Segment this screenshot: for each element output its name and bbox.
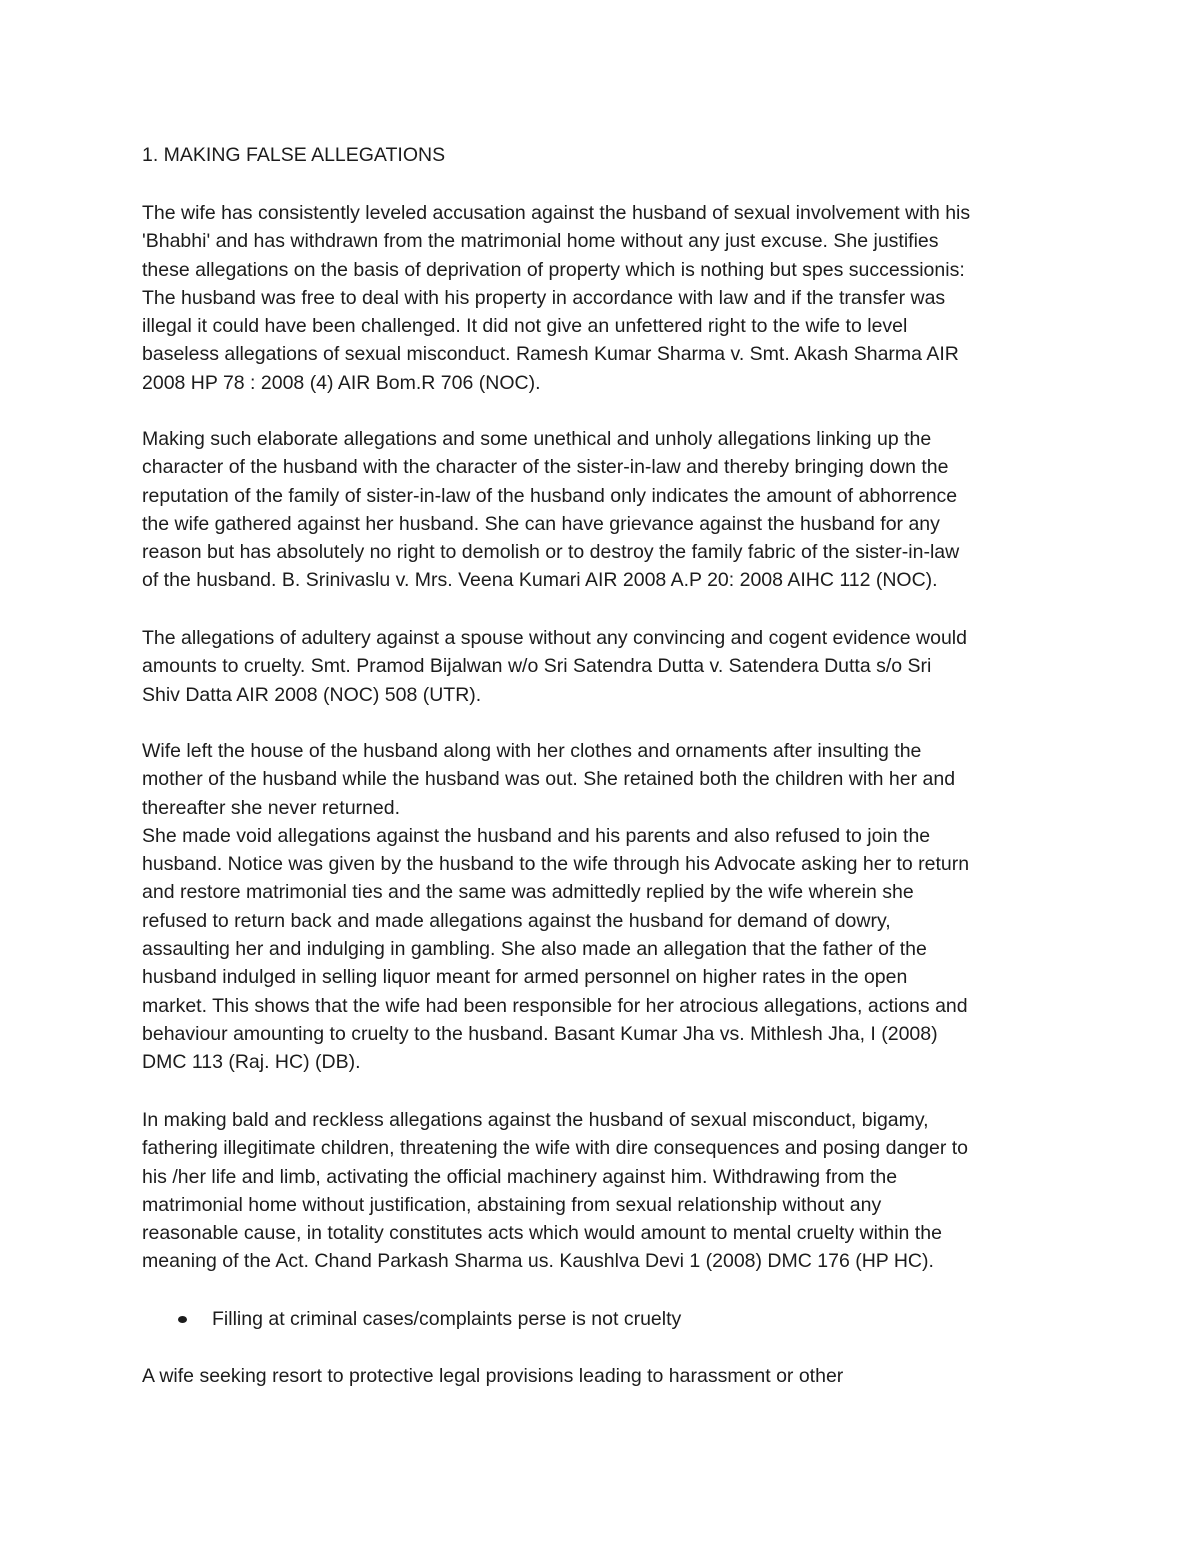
paragraph-line: mother of the husband while the husband was out. She retained both the children with her and (142, 768, 956, 791)
paragraph-line: DMC 113 (Raj. HC) (DB). (142, 1051, 361, 1074)
paragraph-line: husband. Notice was given by the husband to the wife through his Advocate asking her to return (142, 853, 970, 876)
paragraph-line: The husband was free to deal with his property in accordance with law and if the transfer was (142, 286, 946, 309)
paragraph-line: and restore matrimonial ties and the same was admittedly replied by the wife wherein she (142, 881, 914, 904)
paragraph-line: market. This shows that the wife had been responsible for her atrocious allegations, actions and (142, 994, 968, 1017)
bullet-list-item (142, 1305, 1072, 1335)
paragraph-line: She made void allegations against the husband and his parents and also refused to join the (142, 824, 931, 847)
paragraph-line: Making such elaborate allegations and some unethical and unholy allegations linking up the (142, 428, 932, 450)
paragraph-line: behaviour amounting to cruelty to the husband. Basant Kumar Jha vs. Mithlesh Jha, I (2008) (142, 1022, 938, 1045)
paragraph-1 (142, 199, 1072, 397)
paragraph-line: The allegations of adultery against a spouse without any convincing and cogent evidence would (142, 627, 967, 649)
paragraph-line: husband indulged in selling liquor meant for armed personnel on higher rates in the open (142, 966, 908, 989)
paragraph-line: character of the husband with the character of the sister-in-law and thereby bringing down the (142, 456, 949, 479)
paragraph-line: thereafter she never returned. (142, 796, 400, 819)
paragraph-line: reputation of the family of sister-in-law of the husband only indicates the amount of abhorrence (142, 484, 958, 507)
paragraph-5 (142, 1106, 1072, 1276)
paragraph-line: reasonable cause, in totality constitutes acts which would amount to mental cruelty within the (142, 1222, 942, 1245)
section-heading (142, 141, 1072, 169)
paragraph-2 (142, 425, 1072, 595)
paragraph-line: reason but has absolutely no right to demolish or to destroy the family fabric of the sister-in-law (142, 541, 960, 564)
paragraph-line: the wife gathered against her husband. She can have grievance against the husband for any (142, 512, 940, 535)
paragraph-line: these allegations on the basis of deprivation of property which is nothing but spes successionis: (142, 258, 965, 281)
paragraph-3 (142, 624, 1072, 709)
bullet-text: Filling at criminal cases/complaints perse is not cruelty (212, 1308, 682, 1330)
paragraph-line: 'Bhabhi' and has withdrawn from the matrimonial home without any just excuse. She justifies (142, 230, 939, 253)
paragraph-line: Shiv Datta AIR 2008 (NOC) 508 (UTR). (142, 683, 482, 706)
paragraph-line: 2008 HP 78 : 2008 (4) AIR Bom.R 706 (NOC). (142, 371, 541, 394)
paragraph-line: baseless allegations of sexual misconduct. Ramesh Kumar Sharma v. Smt. Akash Sharma AIR (142, 343, 959, 366)
paragraph-line: fathering illegitimate children, threatening the wife with dire consequences and posing danger to (142, 1137, 969, 1160)
paragraph-line: amounts to cruelty. Smt. Pramod Bijalwan w/o Sri Satendra Dutta v. Satendera Dutta s/o Sri (142, 655, 932, 678)
paragraph-line: The wife has consistently leveled accusation against the husband of sexual involvement with his (142, 202, 971, 224)
paragraph-line: A wife seeking resort to protective legal provisions leading to harassment or other (142, 1365, 844, 1387)
bullet-icon (178, 1316, 187, 1323)
paragraph-line: illegal it could have been challenged. It did not give an unfettered right to the wife to level (142, 315, 908, 338)
paragraph-line: Wife left the house of the husband along with her clothes and ornaments after insulting the (142, 740, 922, 762)
paragraph-line: meaning of the Act. Chand Parkash Sharma us. Kaushlva Devi 1 (2008) DMC 176 (HP HC). (142, 1250, 934, 1273)
paragraph-4 (142, 737, 1072, 1077)
paragraph-line: refused to return back and made allegations against the husband for demand of dowry, (142, 909, 891, 932)
paragraph-line: his /her life and limb, activating the official machinery against him. Withdrawing from the (142, 1165, 898, 1188)
heading-text: 1. MAKING FALSE ALLEGATIONS (142, 144, 446, 166)
final-paragraph (142, 1362, 1072, 1390)
paragraph-line: In making bald and reckless allegations against the husband of sexual misconduct, bigamy, (142, 1109, 929, 1131)
paragraph-line: of the husband. B. Srinivaslu v. Mrs. Veena Kumari AIR 2008 A.P 20: 2008 AIHC 112 (NOC). (142, 569, 938, 592)
paragraph-line: matrimonial home without justification, abstaining from sexual relationship without any (142, 1193, 882, 1216)
paragraph-line: assaulting her and indulging in gambling. She also made an allegation that the father of the (142, 938, 927, 961)
